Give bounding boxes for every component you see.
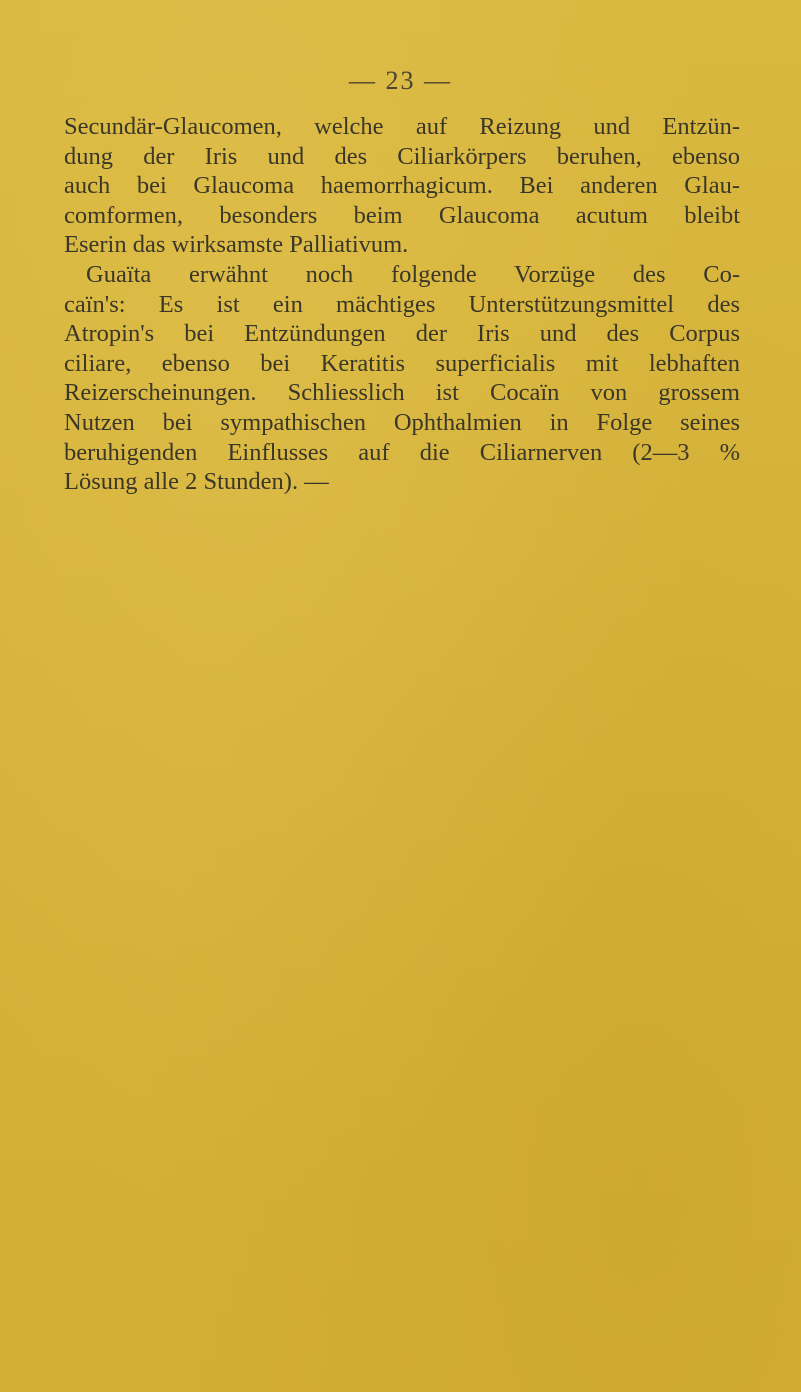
text-line: Eserin das wirksamste Palliativum. (64, 231, 409, 259)
text-line: Nutzen bei sympathischen Ophthalmien in Folge seines (64, 408, 740, 436)
body-text (64, 112, 740, 497)
text-line: beruhigenden Einflusses auf die Ciliarnerven (2—3 % (64, 438, 740, 466)
text-line: Atropin's bei Entzündungen der Iris und des Corpus (64, 320, 740, 348)
text-line: Reizerscheinungen. Schliesslich ist Cocaïn von grossem (64, 379, 740, 407)
text-line: auch bei Glaucoma haemorrhagicum. Bei anderen Glau- (64, 172, 740, 200)
page-number: — 23 — (349, 66, 452, 95)
text-line: Lösung alle 2 Stunden). — (64, 468, 329, 496)
text-line: comformen, besonders beim Glaucoma acutum bleibt (64, 201, 740, 229)
text-line: Secundär-Glaucomen, welche auf Reizung und Entzün- (64, 113, 740, 140)
text-line: dung der Iris und des Ciliarkörpers beruhen, ebenso (64, 142, 740, 170)
paragraph-1 (64, 112, 740, 260)
text-line: ciliare, ebenso bei Keratitis superficialis mit lebhaften (64, 349, 740, 377)
paragraph-2 (64, 260, 740, 497)
text-line: Guaïta erwähnt noch folgende Vorzüge des Co- (86, 260, 740, 288)
text-line: caïn's: Es ist ein mächtiges Unterstützungsmittel des (64, 290, 740, 318)
